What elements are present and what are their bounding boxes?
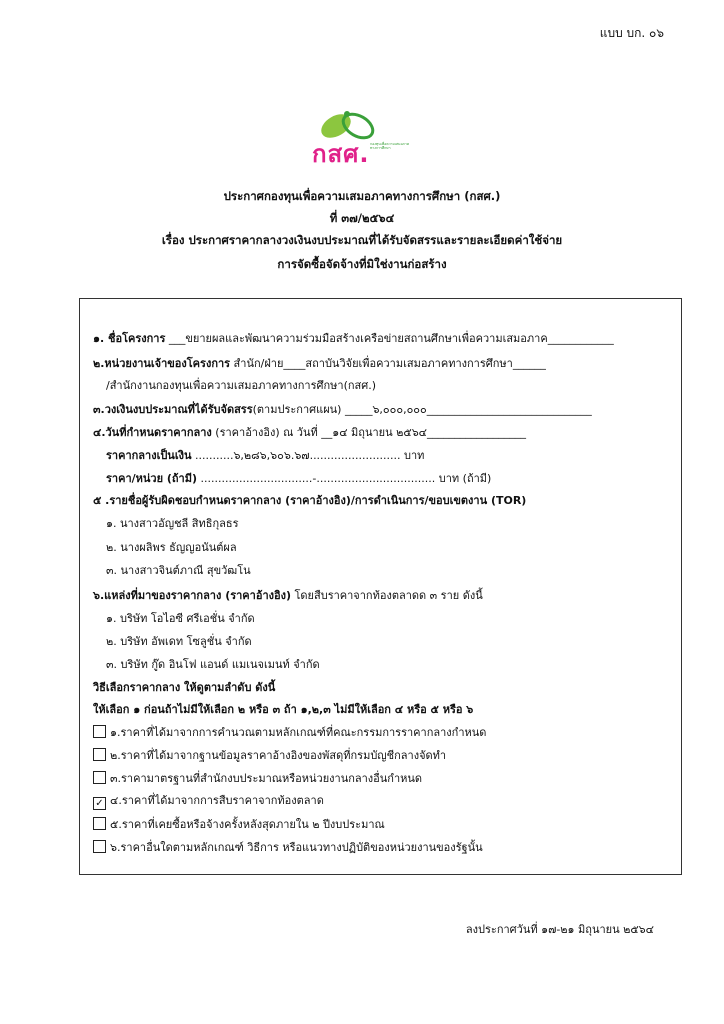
form-code: แบบ บก. ๐๖ bbox=[599, 26, 664, 40]
option-label-2: ๒.ราคาที่ได้มาจากฐานข้อมูลราคาอ้างอิงของพัสดุที่กรมบัญชีกลางจัดทำ bbox=[110, 749, 447, 762]
option-label-3: ๓.ราคามาตรฐานที่สำนักงบประมาณหรือหน่วยงานกลางอื่นกำหนด bbox=[110, 772, 423, 785]
unit-price-value: ................................-.................................. บาท (ถ้ามี) bbox=[197, 472, 492, 485]
price-label: ราคากลางเป็นเงิน bbox=[106, 449, 192, 462]
agency-label: ๒.หน่วยงานเจ้าของโครงการ bbox=[93, 357, 231, 370]
option-row-1 bbox=[93, 725, 486, 740]
date-row bbox=[93, 426, 526, 440]
source-label: ๖.แหล่งที่มาของราคากลาง (ราคาอ้างอิง) bbox=[93, 589, 291, 602]
announcement-date: ลงประกาศวันที่ ๑๗-๒๑ มิถุนายน ๒๕๖๔ bbox=[465, 923, 654, 936]
option-row-2 bbox=[93, 748, 446, 763]
date-value: (ราคาอ้างอิง) ณ วันที่ __๑๔ มิถุนายน ๒๕๖๔__________________ bbox=[211, 426, 527, 439]
logo-text: กสศ. bbox=[312, 140, 370, 168]
source-value: โดยสืบราคาจากท้องตลาดด ๓ ราย ดังนี้ bbox=[291, 589, 483, 602]
option-row-4 bbox=[93, 794, 324, 810]
option-label-4: ๔.ราคาที่ได้มาจากการสืบราคาจากท้องตลาด bbox=[110, 794, 324, 807]
agency-value-2: /สำนักงานกองทุนเพื่อความเสมอภาคทางการศึกษา(กสศ.) bbox=[106, 379, 376, 392]
option-checkbox-5[interactable] bbox=[93, 817, 106, 830]
budget-row bbox=[93, 403, 592, 417]
price-value: ...........๖,๒๘๖,๖๐๖.๖๗.......................... บาท bbox=[191, 449, 425, 462]
option-row-5 bbox=[93, 817, 385, 832]
option-label-5: ๕.ราคาที่เคยซื้อหรือจ้างครั้งหลังสุดภายใน ๒ ปีงบประมาณ bbox=[110, 818, 385, 831]
committee-label: ๕ .รายชื่อผู้รับผิดชอบกำหนดราคากลาง (ราคาอ้างอิง)/การดำเนินการ/ขอบเขตงาน (TOR) bbox=[93, 494, 527, 507]
unit-price-row bbox=[106, 472, 491, 486]
source-row bbox=[93, 589, 483, 603]
source-item-2: ๒. บริษัท อัพเดท โซลูชั่น จำกัด bbox=[106, 635, 252, 648]
option-checkbox-6[interactable] bbox=[93, 840, 106, 853]
header-line-3: เรื่อง ประกาศราคากลางวงเงินงบประมาณที่ได้รับจัดสรรและรายละเอียดค่าใช้จ่าย bbox=[161, 233, 563, 247]
option-checkbox-1[interactable] bbox=[93, 725, 106, 738]
budget-value: (ตามประกาศแผน) _____๖,๐๐๐,๐๐๐______________________________ bbox=[252, 403, 592, 416]
agency-row bbox=[93, 357, 546, 371]
project-label: ๑. ชื่อโครงการ bbox=[93, 332, 166, 345]
committee-member-2: ๒. นางผลิพร ธัญญอนันต์ผล bbox=[106, 541, 237, 554]
option-checkbox-2[interactable] bbox=[93, 748, 106, 761]
date-label: ๔.วันที่กำหนดราคากลาง bbox=[93, 426, 212, 439]
option-row-6 bbox=[93, 840, 483, 855]
method-title: วิธีเลือกราคากลาง ให้ดูตามลำดับ ดังนี้ bbox=[93, 681, 276, 694]
unit-price-label: ราคา/หน่วย (ถ้ามี) bbox=[106, 472, 198, 485]
logo bbox=[312, 106, 412, 168]
logo-subtitle: กองทุนเพื่อความเสมอภาคทางการศึกษา bbox=[370, 142, 410, 150]
budget-label: ๓.วงเงินงบประมาณที่ได้รับจัดสรร bbox=[93, 403, 253, 416]
header-line-1: ประกาศกองทุนเพื่อความเสมอภาคทางการศึกษา (กสศ.) bbox=[223, 189, 501, 203]
option-label-1: ๑.ราคาที่ได้มาจากการคำนวณตามหลักเกณฑ์ที่คณะกรรมการราคากลางกำหนด bbox=[110, 726, 487, 739]
header-line-4: การจัดซื้อจัดจ้างที่มิใช่งานก่อสร้าง bbox=[277, 257, 447, 271]
option-checkbox-4[interactable]: ✓ bbox=[93, 797, 106, 810]
option-checkbox-3[interactable] bbox=[93, 771, 106, 784]
project-value: ___ขยายผลและพัฒนาความร่วมมือสร้างเครือข่ายสถานศึกษาเพื่อความเสมอภาค____________ bbox=[168, 332, 614, 345]
committee-member-1: ๑. นางสาวอัญชลี สิทธิกุลธร bbox=[106, 517, 239, 530]
price-row bbox=[106, 449, 424, 463]
header-line-2: ที่ ๓๗/๒๕๖๔ bbox=[329, 211, 395, 225]
project-row bbox=[93, 332, 614, 346]
option-label-6: ๖.ราคาอื่นใดตามหลักเกณฑ์ วิธีการ หรือแนวทางปฏิบัติของหน่วยงานของรัฐนั้น bbox=[110, 841, 483, 854]
source-item-1: ๑. บริษัท โอไอซี ศรีเอชั่น จำกัด bbox=[106, 612, 255, 625]
committee-member-3: ๓. นางสาวจินต์ภาณี สุขวัฒโน bbox=[106, 564, 251, 577]
agency-value: สำนัก/ฝ่าย____สถาบันวิจัยเพื่อความเสมอภาคทางการศึกษา______ bbox=[230, 357, 546, 370]
option-row-3 bbox=[93, 771, 422, 786]
method-rule: ให้เลือก ๑ ก่อนถ้าไม่มีให้เลือก ๒ หรือ ๓ ถ้า ๑,๒,๓ ไม่มีให้เลือก ๔ หรือ ๕ หรือ ๖ bbox=[93, 703, 474, 716]
source-item-3: ๓. บริษัท กู๊ด อินโฟ แอนด์ แมเนจเมนท์ จำกัด bbox=[106, 658, 320, 671]
